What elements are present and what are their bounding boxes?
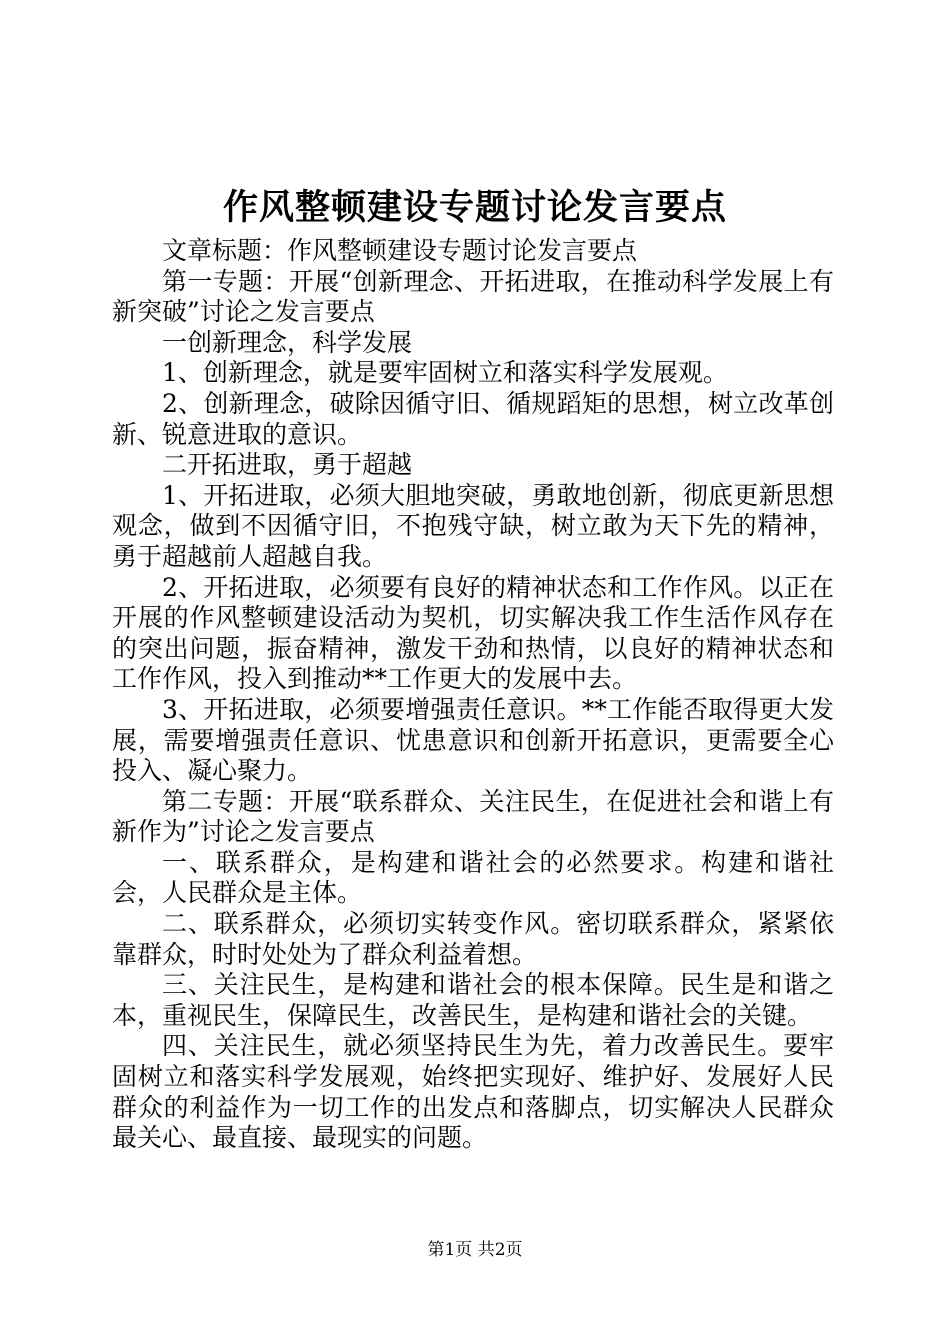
paragraph: 第二专题：开展“联系群众、关注民生，在促进社会和谐上有新作为”讨论之发言要点 [112,786,834,847]
paragraph: 二开拓进取，勇于超越 [162,450,413,480]
paragraph: 2、创新理念，破除因循守旧、循规蹈矩的思想，树立改革创新、锐意进取的意识。 [112,388,834,449]
paragraph: 文章标题：作风整顿建设专题讨论发言要点 [162,236,638,265]
paragraph: 一、联系群众，是构建和谐社会的必然要求。构建和谐社会，人民群众是主体。 [112,847,834,908]
page-footer: 第1页 共2页 [427,1240,523,1260]
paragraph: 一创新理念，科学发展 [162,327,413,357]
document-body [112,236,834,1154]
paragraph: 二、联系群众，必须切实转变作风。密切联系群众，紧紧依靠群众，时时处处为了群众利益着想。 [112,909,834,969]
paragraph: 1、开拓进取，必须大胆地突破，勇敢地创新，彻底更新思想观念，做到不因循守旧，不抱残守缺，树立敢为天下先的精神，勇于超越前人超越自我。 [112,480,834,571]
paragraph: 第一专题：开展“创新理念、开拓进取，在推动科学发展上有新突破”讨论之发言要点 [112,266,834,327]
paragraph: 四、关注民生，就必须坚持民生为先，着力改善民生。要牢固树立和落实科学发展观，始终把实现好、维护好、发展好人民群众的利益作为一切工作的出发点和落脚点，切实解决人民群众最关心、最直接、最现实的问题。 [112,1031,834,1153]
paragraph: 3、开拓进取，必须要增强责任意识。**工作能否取得更大发展，需要增强责任意识、忧患意识和创新开拓意识，更需要全心投入、凝心聚力。 [112,694,834,786]
paragraph: 三、关注民生，是构建和谐社会的根本保障。民生是和谐之本，重视民生，保障民生，改善民生，是构建和谐社会的关键。 [112,970,834,1030]
paragraph: 1、创新理念，就是要牢固树立和落实科学发展观。 [162,358,728,388]
document-title: 作风整顿建设专题讨论发言要点 [222,187,727,228]
paragraph: 2、开拓进取，必须要有良好的精神状态和工作作风。以正在开展的作风整顿建设活动为契机，切实解决我工作生活作风存在的突出问题，振奋精神，激发干劲和热情，以良好的精神状态和工作作风，投入到推动**工作更大的发展中去。 [112,572,834,694]
